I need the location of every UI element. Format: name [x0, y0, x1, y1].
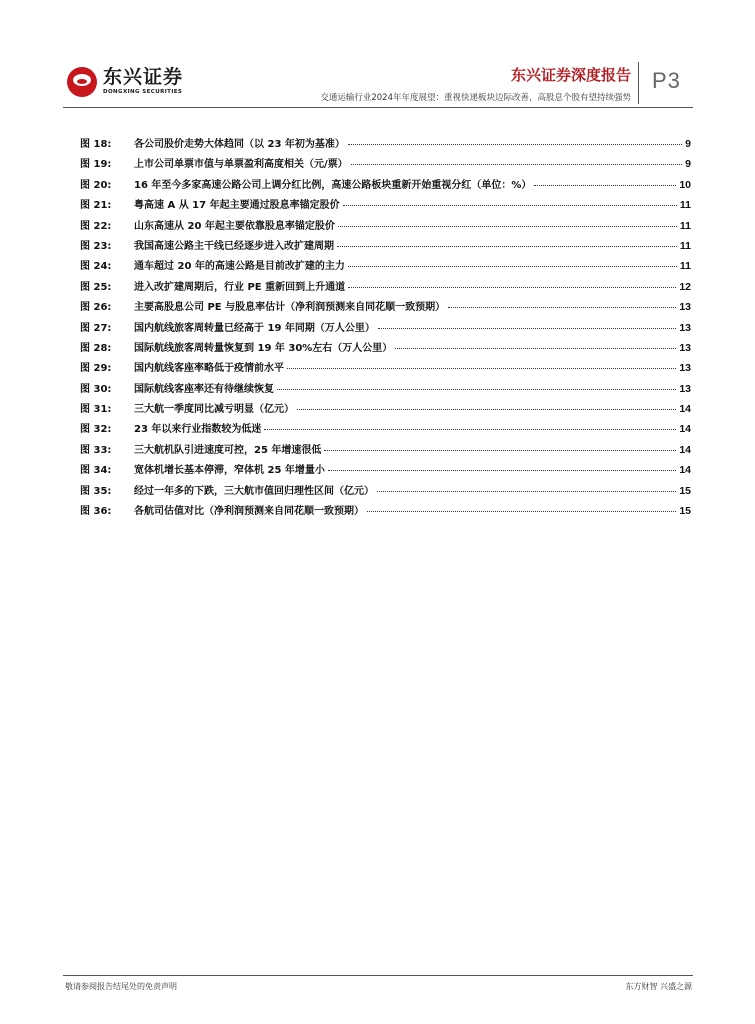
figure-list — [80, 135, 691, 522]
toc-figure-title: 各航司估值对比（净利润预测来自同花顺一致预期） — [134, 506, 364, 518]
toc-page-number: 14 — [679, 464, 691, 477]
toc-figure-label: 图 33: — [80, 444, 112, 456]
toc-figure-label: 图 34: — [80, 465, 112, 477]
toc-dot-leader — [378, 328, 676, 329]
toc-figure-label: 图 24: — [80, 261, 112, 273]
toc-entry[interactable] — [80, 196, 691, 216]
toc-page-number: 13 — [679, 382, 691, 395]
toc-figure-title: 三大航一季度同比减亏明显（亿元） — [134, 404, 294, 416]
footer-slogan: 东方财智 兴盛之源 — [625, 982, 692, 991]
toc-entry[interactable] — [80, 298, 691, 318]
toc-dot-leader — [338, 226, 677, 227]
toc-dot-leader — [395, 348, 676, 349]
toc-figure-label: 图 19: — [80, 159, 112, 171]
toc-figure-title: 主要高股息公司 PE 与股息率估计（净利润预测来自同花顺一致预期） — [134, 302, 446, 314]
toc-figure-title: 三大航机队引进速度可控，25 年增速很低 — [134, 444, 322, 456]
toc-dot-leader — [448, 307, 676, 308]
toc-dot-leader — [351, 164, 683, 165]
toc-entry[interactable] — [80, 339, 691, 359]
toc-figure-title: 通车超过 20 年的高速公路是目前改扩建的主力 — [134, 261, 345, 273]
toc-entry[interactable] — [80, 359, 691, 379]
toc-dot-leader — [277, 389, 676, 390]
logo-wordmark — [103, 68, 183, 96]
toc-figure-title: 国内航线旅客周转量已经高于 19 年同期（万人公里） — [134, 322, 375, 334]
toc-dot-leader — [287, 368, 676, 369]
report-type: 东兴证券深度报告 — [510, 66, 631, 84]
toc-figure-label: 图 31: — [80, 404, 112, 416]
toc-figure-title: 山东高速从 20 年起主要依靠股息率锚定股价 — [134, 220, 335, 232]
toc-dot-leader — [297, 409, 676, 410]
toc-page-number: 11 — [679, 199, 691, 212]
toc-page-number: 13 — [679, 321, 691, 334]
toc-figure-label: 图 18: — [80, 139, 112, 150]
toc-entry[interactable] — [80, 135, 691, 155]
toc-dot-leader — [348, 287, 676, 288]
toc-figure-label: 图 36: — [80, 506, 112, 518]
toc-figure-label: 图 20: — [80, 179, 112, 191]
toc-dot-leader — [348, 266, 677, 267]
report-subtitle: 交通运输行业2024年年度展望：重视快递板块边际改善，高股息个股有望持续强势 — [320, 93, 631, 103]
toc-figure-label: 图 26: — [80, 302, 112, 314]
toc-figure-title: 各公司股价走势大体趋同（以 23 年初为基准） — [134, 139, 345, 150]
toc-entry[interactable] — [80, 461, 691, 481]
toc-page-number: 15 — [679, 484, 691, 497]
toc-figure-label: 图 27: — [80, 322, 112, 334]
toc-figure-title: 国际航线客座率还有待继续恢复 — [134, 383, 274, 395]
company-logo — [67, 62, 183, 102]
toc-figure-title: 国内航线客座率略低于疫情前水平 — [134, 363, 284, 375]
logo-cn: 东兴证券 — [103, 66, 184, 89]
toc-page-number: 11 — [679, 219, 691, 232]
toc-entry[interactable] — [80, 278, 691, 298]
toc-dot-leader — [264, 429, 676, 430]
page-number: P3 — [652, 68, 681, 93]
toc-entry[interactable] — [80, 257, 691, 277]
toc-entry[interactable] — [80, 380, 691, 400]
toc-page-number: 14 — [679, 423, 691, 436]
toc-dot-leader — [377, 491, 676, 492]
toc-page-number: 9 — [685, 138, 691, 150]
toc-figure-label: 图 22: — [80, 220, 112, 232]
toc-figure-label: 图 32: — [80, 424, 112, 436]
toc-page-number: 14 — [679, 403, 691, 416]
toc-figure-label: 图 23: — [80, 240, 112, 252]
logo-en: DONGXING SECURITIES — [103, 89, 183, 96]
toc-figure-title: 我国高速公路主干线已经逐步进入改扩建周期 — [134, 240, 334, 252]
logo-icon — [67, 67, 97, 97]
toc-page-number: 9 — [685, 158, 691, 171]
toc-page-number: 13 — [679, 362, 691, 375]
toc-entry[interactable] — [80, 502, 691, 522]
toc-figure-label: 图 28: — [80, 342, 112, 354]
toc-figure-title: 宽体机增长基本停滞，窄体机 25 年增量小 — [134, 465, 325, 477]
toc-figure-title: 16 年至今多家高速公路公司上调分红比例，高速公路板块重新开始重视分红（单位：%） — [134, 179, 532, 191]
toc-dot-leader — [534, 185, 676, 186]
toc-figure-title: 上市公司单票市值与单票盈利高度相关（元/票） — [134, 159, 348, 171]
toc-entry[interactable] — [80, 482, 691, 502]
toc-figure-label: 图 25: — [80, 281, 112, 293]
toc-dot-leader — [367, 511, 676, 512]
toc-figure-label: 图 21: — [80, 200, 112, 212]
toc-figure-title: 23 年以来行业指数较为低迷 — [134, 424, 262, 436]
header-divider — [638, 62, 639, 104]
toc-page-number: 12 — [679, 280, 691, 293]
toc-dot-leader — [343, 205, 677, 206]
toc-page-number: 11 — [679, 239, 691, 252]
toc-page-number: 13 — [679, 301, 691, 314]
toc-dot-leader — [337, 246, 677, 247]
toc-entry[interactable] — [80, 441, 691, 461]
header-rule — [63, 107, 693, 108]
toc-figure-label: 图 29: — [80, 363, 112, 375]
toc-page-number: 11 — [679, 260, 691, 273]
toc-figure-label: 图 35: — [80, 485, 112, 497]
toc-entry[interactable] — [80, 400, 691, 420]
toc-figure-title: 粤高速 A 从 17 年起主要通过股息率锚定股价 — [134, 200, 340, 212]
toc-page-number: 10 — [679, 178, 691, 191]
toc-entry[interactable] — [80, 176, 691, 196]
toc-entry[interactable] — [80, 319, 691, 339]
toc-dot-leader — [324, 450, 676, 451]
footer-rule — [63, 975, 693, 976]
toc-entry[interactable] — [80, 237, 691, 257]
toc-entry[interactable] — [80, 155, 691, 175]
disclaimer-note: 敬请参阅报告结尾处的免责声明 — [65, 982, 177, 991]
toc-entry[interactable] — [80, 217, 691, 237]
toc-page-number: 14 — [679, 443, 691, 456]
toc-figure-label: 图 30: — [80, 383, 112, 395]
toc-dot-leader — [348, 144, 682, 145]
toc-entry[interactable] — [80, 420, 691, 440]
toc-page-number: 13 — [679, 341, 691, 354]
toc-figure-title: 进入改扩建周期后，行业 PE 重新回到上升通道 — [134, 281, 346, 293]
toc-dot-leader — [328, 470, 676, 471]
toc-figure-title: 国际航线旅客周转量恢复到 19 年 30%左右（万人公里） — [134, 342, 393, 354]
toc-page-number: 15 — [679, 505, 691, 518]
toc-figure-title: 经过一年多的下跌，三大航市值回归理性区间（亿元） — [134, 485, 374, 497]
